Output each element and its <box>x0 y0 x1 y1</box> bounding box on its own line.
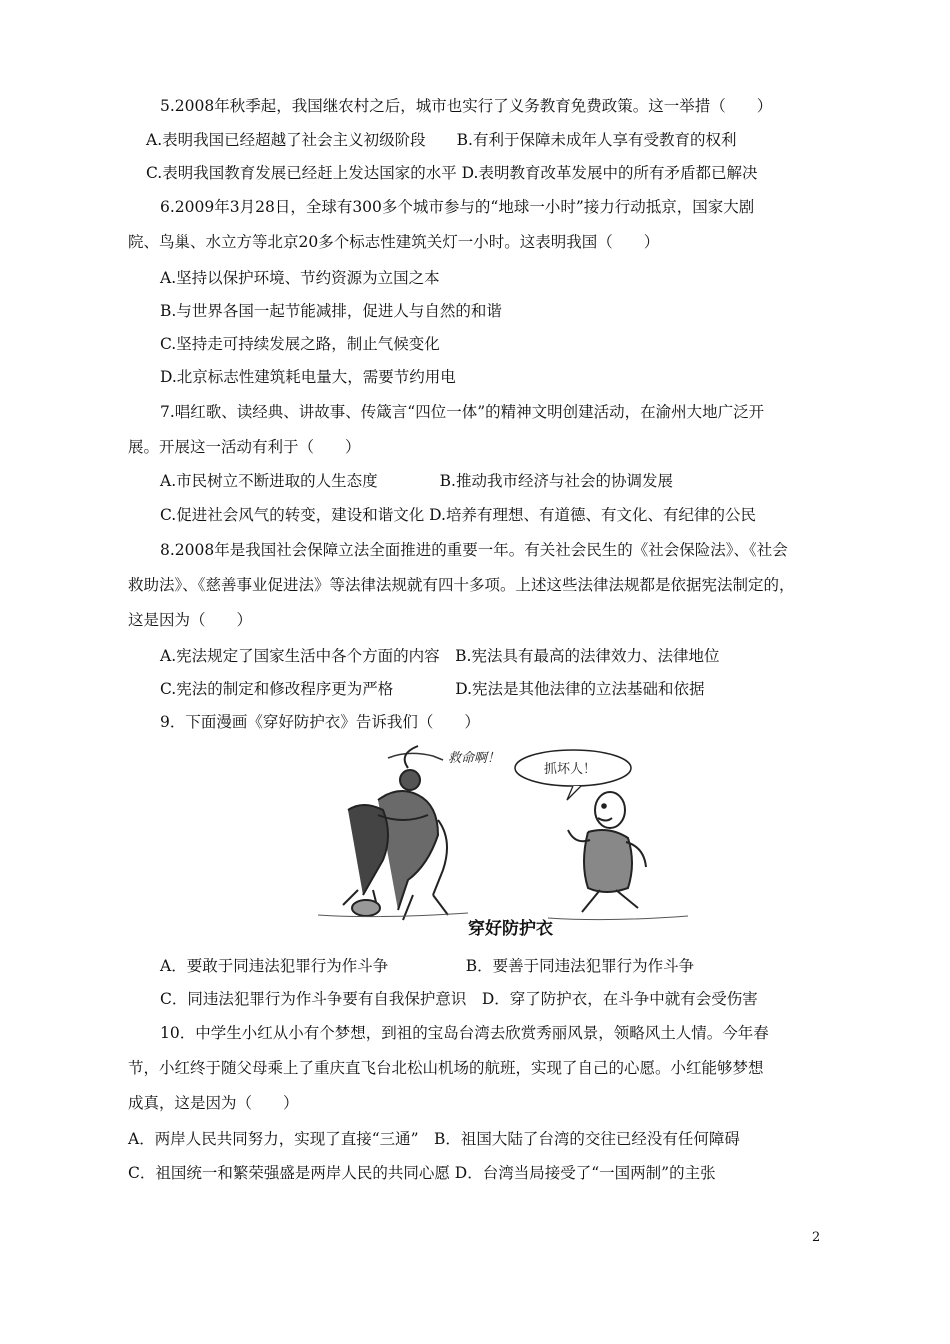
q9-options-cd: C．同违法犯罪行为作斗争要有自我保护意识 D．穿了防护衣，在斗争中就有会受伤害 <box>160 990 758 1008</box>
q10-options-ab: A．两岸人民共同努力，实现了直接“三通” B．祖国大陆了台湾的交往已经没有任何障碍 <box>128 1130 740 1148</box>
q5-options-ab: A.表明我国已经超越了社会主义初级阶段 B.有利于保障未成年人享有受教育的权利 <box>146 131 737 149</box>
cartoon-caption: 穿好防护衣 <box>468 919 553 939</box>
q7-stem-line1: 7.唱红歌、读经典、讲故事、传箴言“四位一体”的精神文明创建活动，在渝州大地广泛开 <box>160 403 765 421</box>
q6-option-c: C.坚持走可持续发展之路，制止气候变化 <box>160 335 440 353</box>
q5-stem: 5.2008年秋季起，我国继农村之后，城市也实行了义务教育免费政策。这一举措（ ） <box>160 97 773 115</box>
q10-options-cd: C．祖国统一和繁荣强盛是两岸人民的共同心愿 D．台湾当局接受了“一国两制”的主张 <box>128 1164 716 1182</box>
q8-options-ab: A.宪法规定了国家生活中各个方面的内容 B.宪法具有最高的法律效力、法律地位 <box>160 647 720 665</box>
q6-option-b: B.与世界各国一起节能减排，促进人与自然的和谐 <box>160 302 502 320</box>
q10-stem-line1: 10．中学生小红从小有个梦想，到祖的宝岛台湾去欣赏秀丽风景，领略风土人情。今年春 <box>160 1024 769 1042</box>
q8-stem-line3: 这是因为（ ） <box>128 611 253 629</box>
cartoon-image <box>318 740 690 940</box>
q6-option-d: D.北京标志性建筑耗电量大，需要节约用电 <box>160 368 456 386</box>
cartoon-ground-right <box>548 916 688 920</box>
q9-options-ab: A．要敢于同违法犯罪行为作斗争 B．要善于同违法犯罪行为作斗争 <box>160 957 695 975</box>
q9-stem: 9．下面漫画《穿好防护衣》告诉我们（ ） <box>160 713 480 731</box>
q7-options-ab: A.市民树立不断进取的人生态度 B.推动我市经济与社会的协调发展 <box>160 472 673 490</box>
cartoon-bubble-right-text: 抓坏人！ <box>544 762 597 777</box>
q8-stem-line1: 8.2008年是我国社会保障立法全面推进的重要一年。有关社会民生的《社会保险法》、《社会 <box>160 541 788 559</box>
q10-stem-line2: 节，小红终于随父母乘上了重庆直飞台北松山机场的航班，实现了自己的心愿。小红能够梦想 <box>128 1059 764 1077</box>
cartoon-bubble-left-text: 救命啊！ <box>448 751 501 766</box>
q6-stem-line2: 院、鸟巢、水立方等北京20多个标志性建筑关灯一小时。这表明我国（ ） <box>128 233 660 251</box>
q8-stem-line2: 救助法》、《慈善事业促进法》等法律法规就有四十多项。上述这些法律法规都是依据宪法制定的， <box>128 576 795 594</box>
q10-stem-line3: 成真，这是因为（ ） <box>128 1094 299 1112</box>
q6-stem-line1: 6.2009年3月28日，全球有300多个城市参与的“地球一小时”接力行动抵京，国家大剧 <box>160 198 755 216</box>
q7-options-cd: C.促进社会风气的转变，建设和谐文化 D.培养有理想、有道德、有文化、有纪律的公民 <box>160 506 756 524</box>
cartoon-ground-left <box>318 913 468 917</box>
cartoon-criminal-and-victim-figures <box>343 746 448 920</box>
cartoon-runner-figure <box>568 792 646 912</box>
q5-options-cd: C.表明我国教育发展已经赶上发达国家的水平 D.表明教育改革发展中的所有矛盾都已解决 <box>146 164 758 182</box>
q6-option-a: A.坚持以保护环境、节约资源为立国之本 <box>160 269 440 287</box>
page-number: 2 <box>812 1230 821 1245</box>
q8-options-cd: C.宪法的制定和修改程序更为严格 D.宪法是其他法律的立法基础和依据 <box>160 680 705 698</box>
q7-stem-line2: 展。开展这一活动有利于（ ） <box>128 438 361 456</box>
